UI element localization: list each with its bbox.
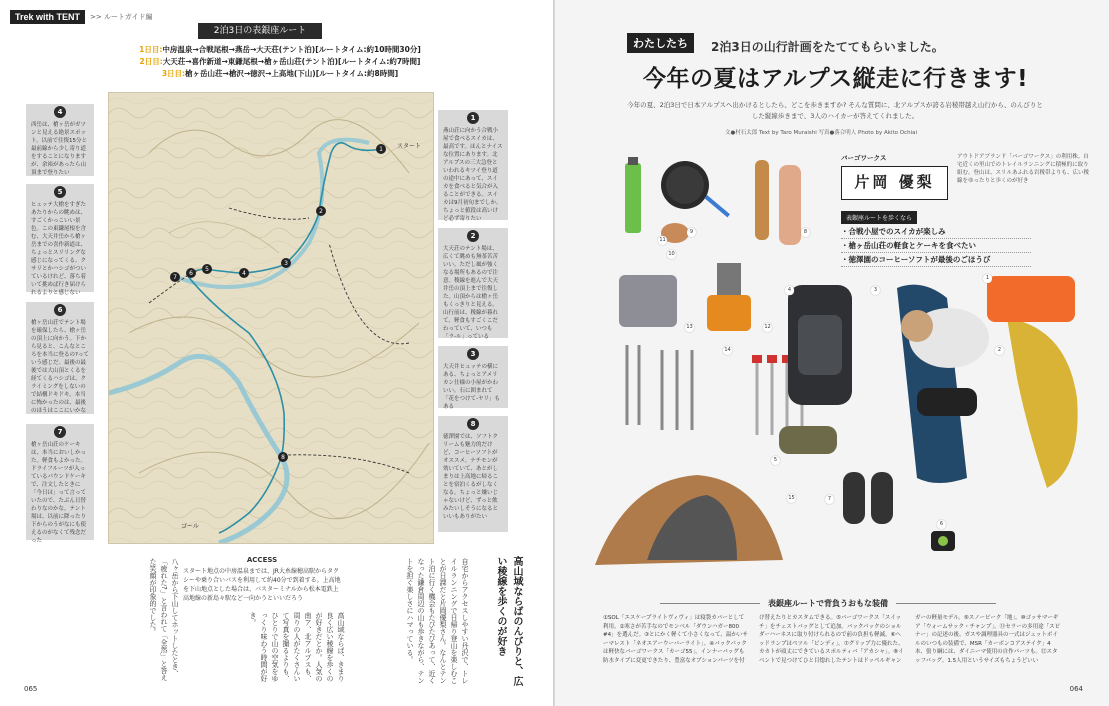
body-column-2: 高山域ならば、きまり良く広い稜線を歩くのが好きだとか。人気の南ア、北アルプスも、周りの人がたくさんいて写真を撮るよりも、ひとりで山の空気をゆっくり味わう時間が好き。 xyxy=(249,612,345,682)
route-tag: 表銀座ルートを歩くなら xyxy=(841,211,917,224)
series-tag: わたしたち xyxy=(627,33,694,53)
svg-text:7: 7 xyxy=(173,274,177,281)
gear-number: 13 xyxy=(686,324,693,330)
article-credit: 文●村石太郎 Text by Taro Muraishi 写真●落合明人 Photo by Akito Ochiai xyxy=(725,130,917,136)
callout-text: 西岳は、槍ヶ岳がガツンと見える絶景スポット。以前で往復15分と最前線から少し寄り道をすることになりますが、余裕があったら山頂まで登りたい xyxy=(31,122,88,176)
callout-4 xyxy=(26,104,94,176)
gear-number: 7 xyxy=(825,495,834,504)
gear-number: 15 xyxy=(788,495,795,501)
stove-and-bag-illustration xyxy=(617,255,777,345)
waist-bag-illustration xyxy=(773,418,843,460)
svg-text:6: 6 xyxy=(189,270,193,277)
article-subtitle: 2泊3日の山行計画をたててもらいました。 xyxy=(711,40,944,54)
callout-3 xyxy=(438,346,508,408)
day1-label: 1日目: xyxy=(139,45,163,54)
gear-description: ①SOL「エスケープライトヴィヴィ」は寝袋カバーとして利用。②寒さが苦手なのでモンベル「ダウンハガー800 #4」を選んだ。③とにかく軽くて小さくなって、温かいサーマレスト「ネオエアーウーバーライト」。④バックパックは軽快なバーゴワークス「カーゴ55」。インナーバッグも防水タイプに変更できたり、豊富なオプションパーツを付け替えたりとカスタムできる。⑤バーゴワークス「スイッチ」をチェストバッグとして追加。バックパックのショルダーハーネスに取り付けられるので前の負担も軽減。⑥ヘッドランプはペツル「ビンディ」。⑦グリップ力に優れた、カカトが頑丈にできているスポルティバ「アカシャ」。⑧イベントで見つけてひと目惚れしたテントはドッペルギャンガーの軽量モデル。⑨スノーピーク「地」。⑩ゴッサマーギア「ウォームサック・チャンプ」。⑪セラーの多用途「スピナー」の記述の後、ガスや調理器具の一式はジェットボイルのいつもの装備で、MSR「カーボンコアステイク」4本、張り綱には、ダイニーマ使用の自作パーツも。⑫スタッフバッグ。1.5人用というサイズもちょうどいい xyxy=(603,615,1061,664)
callout-1 xyxy=(438,110,508,220)
route-summary xyxy=(110,44,450,80)
gear-number: 1 xyxy=(983,274,992,283)
callout-number: 3 xyxy=(467,348,479,360)
callout-text: 槍ヶ岳山荘でテント場を確保したら、槍ヶ岳の頂上に向かう。下から見ると、こんなところを本当に登るの?っていう感じだ。最後の最後では大山頂とくるを経てくるハシゴは、クライミングをしないので結構ドキドキ。本当に怖かったのは、最後のほうはここにいかな xyxy=(31,320,89,414)
gear-number: 3 xyxy=(871,286,880,295)
callout-8 xyxy=(438,416,508,532)
article-lead: 今年の夏、2泊3日で日本アルプスへ出かけるとしたら、どこを歩きますか? そんな質問に、北アルプスが誇る岩稜帯越え山行から、のんびりとした縦線歩きまで、3人のハイカーが答えてくれました。 xyxy=(627,101,1043,120)
callout-number: 6 xyxy=(54,304,66,316)
page-number-left: 065 xyxy=(24,685,38,693)
gear-number: 14 xyxy=(724,347,731,353)
svg-text:3: 3 xyxy=(284,260,288,267)
gear-number: 11 xyxy=(659,237,666,243)
day3-route: 槍ヶ岳山荘→槍沢→徳沢→上高地(下山)[ルートタイム:約8時間] xyxy=(185,69,399,78)
gear-section-title: 表銀座ルートで背負うおもな装備 xyxy=(603,598,1053,609)
gear-number: 10 xyxy=(668,251,675,257)
callout-text: 大天荘のテント場は、広くて眺めも無茶苦苦いい。ただし風が強くなる場所もあるので注意。稜線を進んで大天井岳の頂上まで往復した。山頂からは槍ヶ岳もくっきりと見える。山行前は、稜線が暮れて、軽食もすごくこだわっていて、いつも「ラ-ル」っている xyxy=(443,246,499,340)
callout-number: 5 xyxy=(54,186,66,198)
gear-number: 9 xyxy=(687,228,696,237)
callout-text: 徳澤園では、ソフトクリームも魅力的だけど、コーヒーソフトがオススメ。ナチモンが効いていて、あとがしまりは上高地に帰ることを宿泊くるがしなくなる。ちょっと嫌いじゃないけど、ずっと飲みたいしそうになるといいもありがたい xyxy=(443,434,499,520)
callout-5 xyxy=(26,184,94,296)
body-column-3: 八ヶ岳から下山してホットしたとき、「疲れた?」と言われて「全然」と答えた笑顔が印象的でした。 xyxy=(149,558,179,681)
headlamp-illustration xyxy=(925,525,985,559)
highlight-item: ・槍ヶ岳山荘の軽食とケーキを食べたい xyxy=(841,239,1031,253)
callout-number: 2 xyxy=(467,230,479,242)
tent-illustration xyxy=(587,460,787,580)
svg-text:5: 5 xyxy=(205,266,209,273)
bivy-illustration xyxy=(985,272,1077,326)
gear-number: 6 xyxy=(937,520,946,529)
right-page xyxy=(555,0,1109,706)
access-title: ACCESS xyxy=(246,556,278,564)
body-column-1: 自宅からアクセスしやすい丹沢で、トレイルランニングで日帰り登山を楽しむことが日課だと片岡優梨さん。なんとテント泊に行く機会もたびたびあって、近くなった鎌倉周辺の山も歩きながら、テントを担ぐ楽しさにハマっている。 xyxy=(406,558,469,684)
callout-text: 大天井ヒュッテの横にある、ちょっとアメリカン仕様の小屋がかわいい。石に囲まれて「花をつけて-ヤリ」もある xyxy=(443,364,500,410)
callout-7 xyxy=(26,424,94,544)
gear-number: 5 xyxy=(771,456,780,465)
callout-2 xyxy=(438,228,508,338)
highlight-list xyxy=(841,225,1031,267)
callout-6 xyxy=(26,302,94,414)
access-box xyxy=(183,556,341,603)
svg-text:8: 8 xyxy=(281,454,285,461)
section-number: 2 xyxy=(78,11,85,21)
route-map xyxy=(108,92,434,544)
gear-number: 8 xyxy=(801,228,810,237)
svg-text:1: 1 xyxy=(379,146,383,153)
route-title: 2泊3日の表銀座ルート xyxy=(198,23,322,39)
day3-label: 3日目: xyxy=(161,69,186,78)
gear-number: 4 xyxy=(785,286,794,295)
map-terrain xyxy=(109,93,434,544)
access-body: スタート地点の中房温泉までは、JR大糸線穂高駅からタクシーや乗り合いバスを利用して約40分で到着する。上高地を下山地点とした場合は、バスターミナルから松本電鉄上高地線の新島々駅など一向かうといいだろう xyxy=(183,568,341,602)
backpack-illustration xyxy=(780,275,860,415)
profile-bio: アウトドアブランド「バーゴワークス」の利用株。自宅近くの里山でのトレイルランニングに積極的に取り組む。登山は、スリルあふれる岩稜帯よりも、広い稜線をゆったりと歩くのが好き xyxy=(957,154,1090,184)
article-title: 今年の夏はアルプス縦走に行きます! xyxy=(643,66,1029,92)
svg-text:2: 2 xyxy=(319,208,323,215)
callout-number: 4 xyxy=(54,106,66,118)
callout-number: 7 xyxy=(54,426,66,438)
map-goal-label: ゴール xyxy=(181,523,199,530)
profile-name: 片岡 優梨 xyxy=(841,166,948,200)
day2-label: 2日目: xyxy=(139,57,163,66)
callout-text: ヒュッテ大槍をすぎたあたりからの眺めは、すごくかっこいい景色。この東鎌尾根を含む、大天井岳から槍ヶ岳までの喜作新道は、ちょっとスリリングな感じになってくる。クサリとかハシゴがついているけれど、落ち着いて挑めば行き届けられるよりと感じない xyxy=(31,202,87,296)
article-headline: 高山域ならばのんびりと、広い稜線を歩くのが好き xyxy=(495,556,522,686)
section-subtitle: >> ルートガイド編 xyxy=(90,13,153,21)
gear-number: 2 xyxy=(995,346,1004,355)
page-number-right: 064 xyxy=(1069,685,1083,693)
day1-route: 中房温泉→合戦尾根→燕岳→大天荘(テント泊)[ルートタイム:約10時間30分] xyxy=(162,45,421,54)
callout-text: 槍ヶ岳山荘のケーキは、本当においしかった。軽食もよかった。ドライフルーツが入っているパウンドケーキで、注文したときに「今日は」って言っていたので、たぶん日替わりなのかな。テント場は、以前に降ったり下からのうがなにも使えるのがなくて残念だった xyxy=(31,442,87,544)
svg-text:4: 4 xyxy=(242,270,246,277)
callout-text: 燕山荘に向かう合戦小屋で食べるスイカは、最高です。ほんとナイスな位置にあります。北アルプスの三大急登といわれるキツイ登り道の途中にあって、スイカを食べると気合が入ることができる。スイカは9月初旬までしか。ちょっと値段は高いけど必ず寄りたい xyxy=(443,128,503,222)
highlight-item: ・徳澤園のコーヒーソフトが最後のごほうび xyxy=(841,253,1031,267)
callout-number: 1 xyxy=(467,112,479,124)
day2-route: 大天荘→喜作新道→東鎌尾根→槍ヶ岳山荘(テント泊)[ルートタイム:約7時間] xyxy=(162,57,421,66)
map-start-label: スタート xyxy=(397,143,422,150)
brand-label: Trek with TENT xyxy=(10,10,85,24)
callout-number: 8 xyxy=(467,418,479,430)
highlight-item: ・合戦小屋でのスイカが楽しみ xyxy=(841,225,1031,239)
gear-number: 12 xyxy=(764,324,771,330)
small-gear-illustration xyxy=(615,155,845,255)
profile-role: バーゴワークス xyxy=(841,154,887,162)
